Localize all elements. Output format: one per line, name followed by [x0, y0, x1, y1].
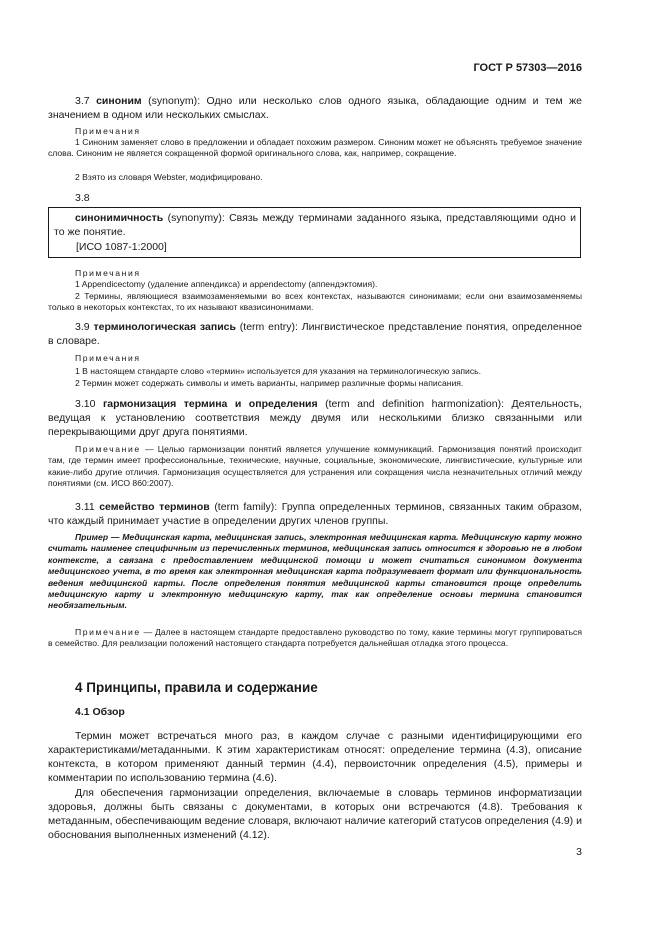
- term-name: семейство терминов: [99, 501, 210, 513]
- term-number: 3.7: [75, 95, 90, 107]
- note-paragraph: [48, 627, 582, 650]
- notes-label: Примечания: [75, 353, 141, 363]
- notes-label: Примечания: [75, 268, 141, 278]
- example-paragraph: Пример — Медицинская карта, медицинская запись, электронная медицинская карта. Медицинскую карту можно считать наименее специфичным из перечисленных терминов, медицинская запись относится к здоровью не в любом контексте, а связана с предоставлением медицинской помощи и может считаться синонимом документа медицинского учета, в то время как электронная медицинская карта подразумевает формат или функциональность ведения медицинской карты. После определения понятия медицинской карты становится проще определить медицинскую карту и электронную медицинскую карту, так как определение основы термина становится необязательным.: [48, 532, 582, 611]
- note-label: Примечание: [75, 627, 141, 637]
- section-heading: 4 Принципы, правила и содержание: [75, 680, 318, 695]
- term-name: терминологическая запись: [93, 321, 236, 333]
- term-definition: : Лингвистическое представление понятия, определенное в словаре.: [48, 321, 582, 347]
- note-text: — Целью гармонизации понятий является улучшение коммуникаций. Гармонизация понятий происходит там, где термин имеет профессиональные, технические, научные, социальные, экономические, лингвистические, культурные или какие-либо другие отличия. Гармонизация осуществляется для устранения или сокращения числа незначительных отличий между понятиями (см. ИСО 860:2007).: [48, 444, 582, 489]
- term-3-11: [48, 500, 582, 528]
- term-definition: : Группа определенных терминов, связанных таким образом, что каждый принимает участие в определении других членов группы.: [48, 501, 582, 527]
- term-english: (term family): [214, 501, 275, 513]
- term-3-10: [48, 397, 582, 439]
- term-name: синонимичность: [75, 212, 164, 224]
- source-reference: [ИСО 1087-1:2000]: [76, 241, 167, 253]
- note-paragraph: [48, 444, 582, 490]
- term-english: (term and definition harmonization): [325, 398, 502, 410]
- term-number: 3.9: [75, 321, 90, 333]
- term-name: синоним: [96, 95, 142, 107]
- note-label: Примечание: [75, 444, 141, 454]
- page-number: 3: [576, 846, 582, 858]
- term-3-8: [54, 211, 576, 239]
- term-definition: : Деятельность, ведущая к установлению соответствия между двумя или несколькими близко связанными или перекрывающими друг друга понятиями.: [48, 398, 583, 438]
- term-number: 3.10: [75, 398, 96, 410]
- note-item: 1 Appendicectomy (удаление аппендикса) и appendectomy (аппендэктомия).: [75, 279, 378, 289]
- term-definition: : Связь между терминами заданного языка, представляющими одно и то же понятие.: [54, 212, 576, 238]
- body-paragraph: Для обеспечения гармонизации определения, включаемые в словарь терминов информатизации здоровья, должны быть связаны с документами, в которых они встречаются (4.8). Требования к метаданным, обеспечивающим ведение словаря, включают наличие категорий статусов определения (4.9) и обоснования выполненных изменений (4.12).: [48, 787, 582, 841]
- document-id: ГОСТ Р 57303—2016: [473, 62, 582, 74]
- note-text: — Далее в настоящем стандарте предоставлено руководство по тому, какие термины могут группироваться в семейство. Для реализации положений настоящего стандарта потребуется дальнейшая отладка этого процесса.: [48, 627, 582, 649]
- term-english: (term entry): [239, 321, 295, 333]
- subsection-heading: 4.1 Обзор: [75, 706, 125, 718]
- term-3-9: [48, 320, 582, 348]
- note-item: 2 Термин может содержать символы и иметь варианты, например различные формы написания.: [75, 378, 464, 388]
- term-definition: : Одно или несколько слов одного языка, обладающие одним и тем же значением в одном или нескольких смыслах.: [48, 95, 583, 121]
- term-number: 3.11: [75, 501, 95, 513]
- term-english: (synonymy): [167, 212, 222, 224]
- term-english: (synonym): [148, 95, 198, 107]
- term-3-7: [48, 94, 582, 122]
- note-item: 1 В настоящем стандарте слово «термин» используется для указания на терминологическую запись.: [75, 366, 482, 376]
- notes-label: Примечания: [75, 126, 141, 136]
- body-paragraph: Термин может встречаться много раз, в каждом случае с разными идентифицирующими его характеристиками/метаданными. К этим характеристикам относят: определение термина (4.3), описание контекста, в котором применяют данный термин (4.4), первоисточник определения (4.5), примеры и комментарии по использованию термина (4.6).: [48, 730, 582, 784]
- term-name: гармонизация термина и определения: [102, 398, 318, 410]
- note-item: 2 Взято из словаря Webster, модифицировано.: [75, 172, 263, 182]
- note-item: 2 Термины, являющиеся взаимозаменяемыми во всех контекстах, называются синонимами; если они взаимозаменяемы только в некоторых контекстах, то их называют квазисинонимами.: [48, 291, 582, 313]
- note-item: 1 Синоним заменяет слово в предложении и обладает похожим размером. Синоним может не объяснять требуемое значение слова. Синоним не является сокращенной формой оригинального слова, как, например, сокращение.: [48, 137, 582, 159]
- term-number-3-8: 3.8: [75, 192, 90, 204]
